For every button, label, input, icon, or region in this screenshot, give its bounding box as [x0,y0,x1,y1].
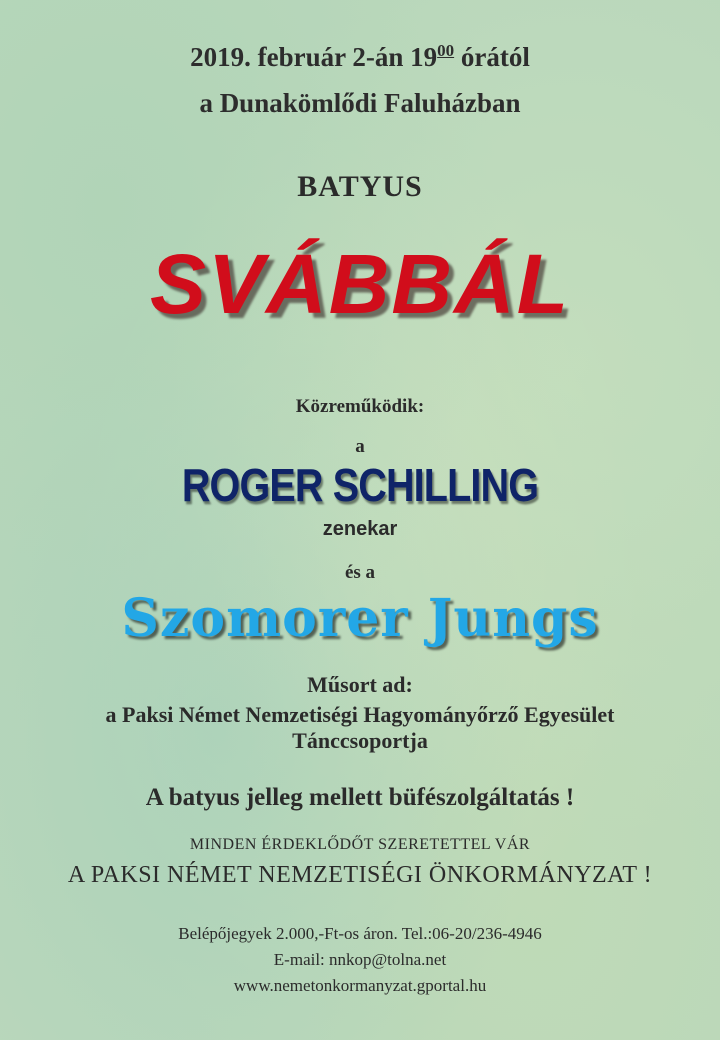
buffet-notice: A batyus jelleg mellett büfészolgáltatás ! [145,784,575,811]
event-time-minutes: 00 [437,41,455,60]
organizer-line-1: a Paksi Német Nemzetiségi Hagyományőrző Egyesület [105,702,615,727]
subtitle-batyus: BATYUS [297,170,423,203]
invitation-line: MINDEN ÉRDEKLŐDŐT SZERETETTEL VÁR [189,836,531,853]
band-label-zenekar: zenekar [322,518,398,540]
event-title: SVÁBBÁL [149,237,570,331]
event-date [0,42,720,73]
article-a: a [355,436,365,457]
performers-heading: Közreműködik: [295,396,425,417]
organizer-line-2: Tánccsoportja [292,728,428,753]
event-date-suffix: órától [454,42,530,72]
ticket-info: Belépőjegyek 2.000,-Ft-os áron. Tel.:06-20/236-4946 [178,924,542,943]
contact-email: E-mail: nnkop@tolna.net [273,950,447,969]
event-date-main: 2019. február 2-án 19 [190,42,438,72]
host-organization: A PAKSI NÉMET NEMZETISÉGI ÖNKORMÁNYZAT ! [67,862,653,888]
contact-website: www.nemetonkormanyzat.gportal.hu [233,976,487,995]
event-venue: a Dunakömlődi Faluházban [199,88,521,118]
band-szomorer-jungs: Szomorer Jungs [121,588,599,649]
program-heading: Műsort ad: [307,672,413,697]
band-roger-schilling: ROGER SCHILLING [181,459,539,511]
conjunction-es-a: és a [344,562,376,583]
